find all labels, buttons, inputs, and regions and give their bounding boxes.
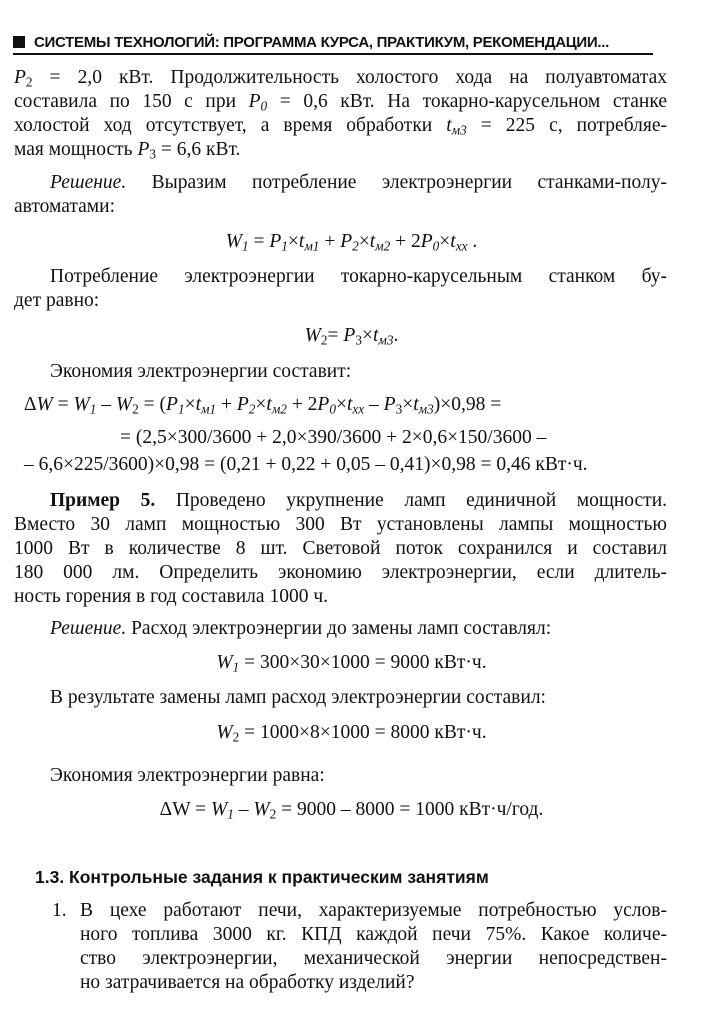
solution1-line-1: Решение. Выразим потребление электроэнергии станками-полу-	[50, 172, 667, 193]
example5-line-2: Вместо 30 ламп мощностью 300 Вт установлены лампы мощностью	[14, 514, 667, 535]
intro-line-2: составила по 150 с при $P_0 = 0,6$ кВт. На токарно-карусельном станке	[14, 91, 667, 114]
header-square-icon	[13, 36, 25, 48]
intro-line-3: холостой ход отсутствует, а время обработки $t_{м3} = 225$ с, потребляе-	[14, 115, 667, 138]
solution1-para-2-line-2: дет равно:	[14, 290, 100, 311]
formula-delta-w-3: – 6,6×225/3600)×0,98 = (0,21 + 0,22 + 0,05 – 0,41)×0,98 = 0,46 кВт·ч.	[24, 454, 588, 475]
intro-line-4: мая мощность $P_3 = 6,6$ кВт.	[14, 139, 241, 162]
task-1-line-2: ного топлива 3000 кг. КПД каждой печи 75%. Какое количе-	[80, 924, 667, 945]
solution1-line-2: автоматами:	[14, 196, 115, 217]
example5-after-para: В результате замены ламп расход электроэнергии составил:	[50, 687, 546, 708]
formula-example5-w1: $W_1 = 300\times 30\times 1000 = 9000$ кВт·ч.	[216, 652, 487, 675]
task-1-line-3: ство электроэнергии, механической энергии непосредствен-	[80, 948, 667, 969]
example5-saving-para: Экономия электроэнергии равна:	[50, 765, 325, 786]
example5-line-1: Пример 5. Проведено укрупнение ламп единичной мощности.	[50, 490, 668, 511]
formula-delta-w-2: = (2,5×300/3600 + 2,0×390/3600 + 2×0,6×150/3600 –	[120, 427, 547, 448]
formula-example5-w2: $W_2 = 1000\times 8\times 1000 = 8000$ кВт·ч.	[216, 722, 487, 745]
task-1-line-4: но затрачивается на обработку изделий?	[80, 972, 415, 993]
formula-delta-w-1: $\Delta W = W_1 - W_2 = (P_1\times t_{м1} + P_2\times t_{м2} + 2P_0\times t_{хх} - P_3\times t_{м3})\times 0,98$ =	[24, 394, 502, 417]
example5-line-5: ность горения в год составила 1000 ч.	[14, 586, 328, 607]
solution1-para-3: Экономия электроэнергии составит:	[50, 361, 352, 382]
formula-w1: $W_1 = P_1\times t_{м1} + P_2\times t_{м2} + 2P_0\times t_{хх}$ .	[225, 231, 478, 254]
solution1-para-2-line-1: Потребление электроэнергии токарно-карусельным станком бу-	[50, 266, 667, 287]
task-1-line-1: В цехе работают печи, характеризуемые потребностью услов-	[80, 900, 667, 921]
example5-solution-line: Решение. Расход электроэнергии до замены ламп составлял:	[50, 618, 552, 639]
formula-w2: $W_2= P_3\times t_{м3}$.	[304, 325, 399, 348]
section-title: 1.3. Контрольные задания к практическим занятиям	[35, 867, 489, 887]
task-number: 1.	[52, 900, 67, 921]
formula-example5-saving: $\Delta W = W_1 - W_2 = 9000 - 8000 = 1000$ кВт·ч/год.	[159, 799, 544, 822]
running-header-title: СИСТЕМЫ ТЕХНОЛОГИЙ: ПРОГРАММА КУРСА, ПРАКТИКУМ, РЕКОМЕНДАЦИИ...	[34, 34, 609, 51]
intro-line-1: $P_2 = 2,0$ кВт. Продолжительность холостого хода на полуавтоматах	[14, 67, 667, 90]
example5-line-3: 1000 Вт в количестве 8 шт. Световой поток сохранился и составил	[14, 538, 667, 559]
running-header	[13, 31, 653, 55]
example5-line-4: 180 000 лм. Определить экономию электроэнергии, если длитель-	[14, 562, 667, 583]
